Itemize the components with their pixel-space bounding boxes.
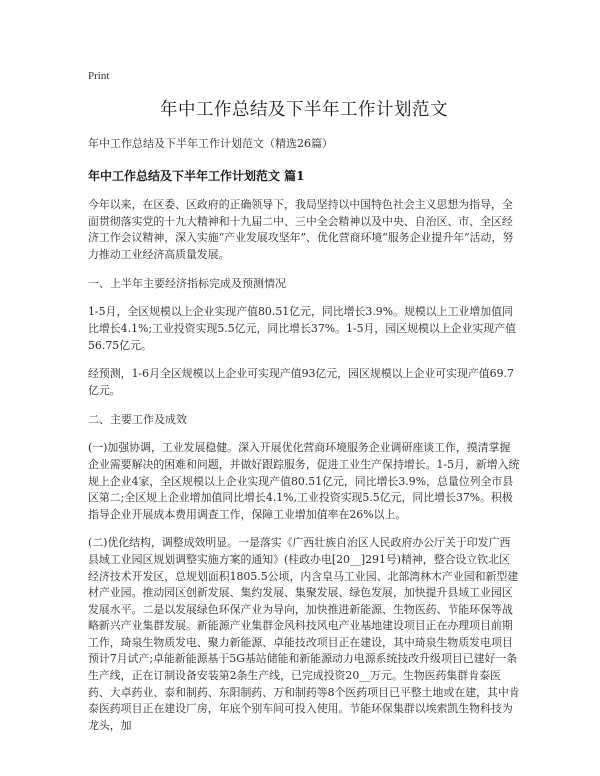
paragraph-coordination: (一)加强协调，工业发展稳健。深入开展优化营商环境服务企业调研座谈工作，摸清掌握企业需要解决的困难和问题，并做好跟踪服务，促进工业生产保持增长。1-5月，新增入统规上企业4家，全区规模以上企业实现产值80.51亿元，同比增长3.9%，总量位列全市县区第二;全区规上企业增加值同比增长4.1%,工业投资实现5.5亿元，同比增长37%。积极指导企业开展成本费用调查工作，保障工业增加值率在26%以上。 bbox=[88, 441, 520, 521]
heading-main-work: 二、主要工作及成效 bbox=[88, 413, 187, 427]
print-link[interactable]: Print bbox=[88, 70, 110, 82]
section-heading: 年中工作总结及下半年工作计划范文 篇1 bbox=[88, 169, 305, 183]
document-subtitle: 年中工作总结及下半年工作计划范文（精选26篇） bbox=[88, 137, 333, 150]
paragraph-structure-optimization: (二)优化结构，调整成效明显。一是落实《广西壮族自治区人民政府办公厅关于印发广西县域工业园区规划调整实施方案的通知》(桂政办电[20__]291号)精神，整合设立钦北区经济技术开发区，总规划面积1805.5公顷，内含皇马工业园、北部湾林木产业园和新型建材产业园。推动园区创新发展、集约发展、集聚发展、绿色发展，加快提升县域工业园区发展水平。二是以发展绿色环保产业为导向，加快推进新能源、生物医药、节能环保等战略新兴产业集群发展。新能源产业集群金风科技风电产业基地建设项目正在办理项目前期工作，琦泉生物质发电、聚力新能源、卓能技改项目正在建设，其中琦泉生物质发电项目预计7月试产;卓能新能源基于5G基站储能和新能源动力电源系统技改升级项目已建好一条生产线，正在订制设备安装第2条生产线，已完成投资20__万元。生物医药集群肯泰医药、大卓药业、泰和制药、东阳制药、万和制药等8个医药项目已平整土地或在建，其中肯泰医药项目正在建设厂房，年底个别车间可投入使用。节能环保集群以埃索凯生物科技为龙头，加 bbox=[88, 536, 520, 732]
intro-paragraph: 今年以来，在区委、区政府的正确领导下，我局坚持以中国特色社会主义思想为指导，全面贯彻落实党的十九大精神和十九届二中、三中全会精神以及中央、自治区、市、全区经济工作会议精神，深入实施“产业发展攻坚年”、优化营商环境“服务企业提升年”活动，努力推动工业经济高质量发展。 bbox=[88, 198, 514, 261]
heading-indicators: 一、上半年主要经济指标完成及预测情况 bbox=[88, 277, 286, 291]
paragraph-indicators-forecast: 经预测，1-6月全区规模以上企业可实现产值93亿元，园区规模以上企业可实现产值69.7亿元。 bbox=[88, 367, 514, 397]
document-title: 年中工作总结及下半年工作计划范文 bbox=[160, 100, 448, 120]
paragraph-indicators-actual: 1-5月，全区规模以上企业实现产值80.51亿元，同比增长3.9%。规模以上工业增加值同比增长4.1%;工业投资实现5.5亿元，同比增长37%。1-5月，园区规模以上企业实现产值56.75亿元。 bbox=[88, 305, 517, 352]
